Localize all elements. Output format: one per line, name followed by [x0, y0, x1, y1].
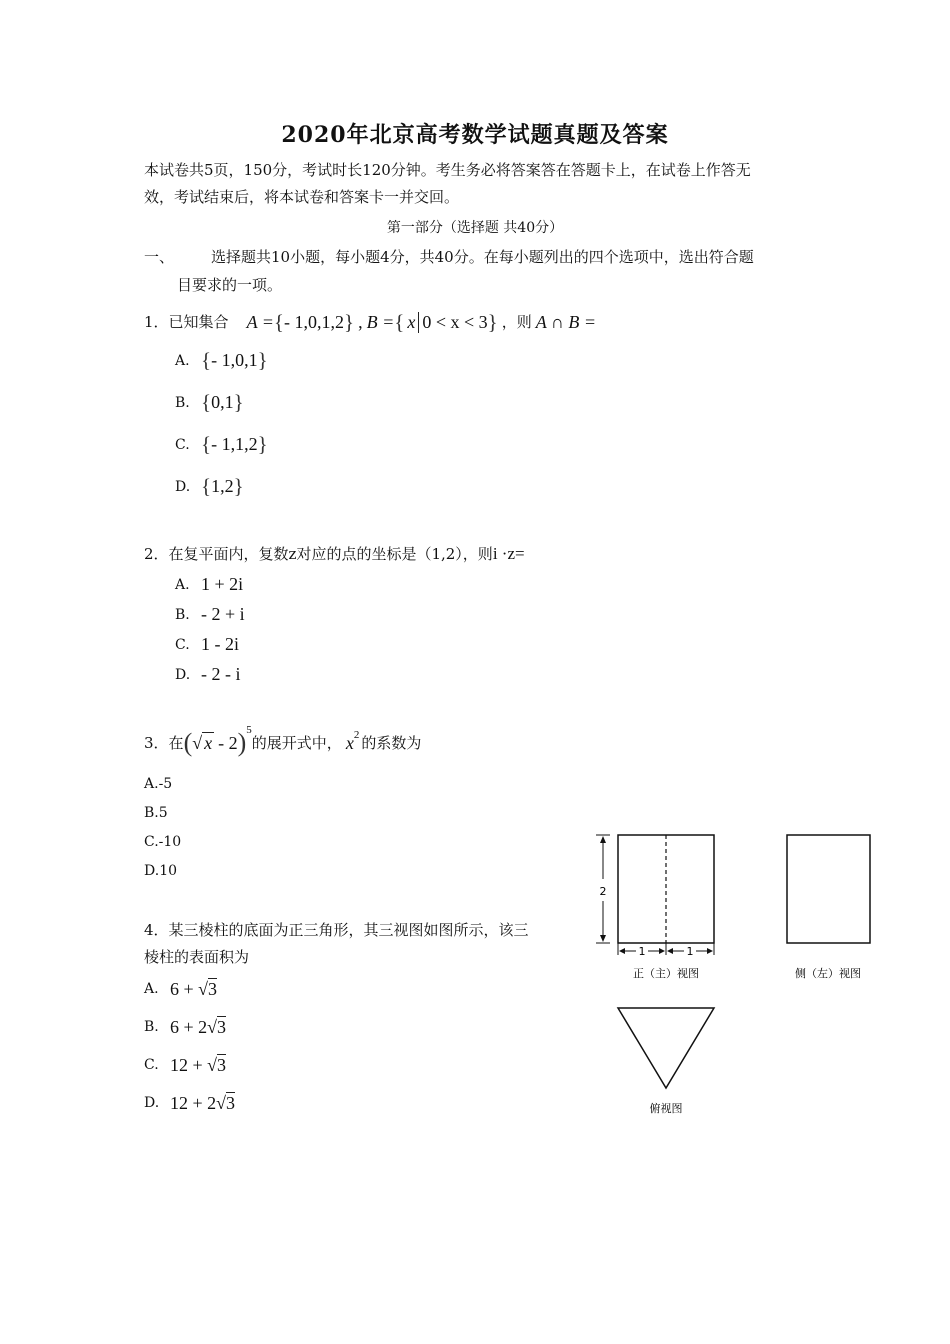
radical-icon: √: [207, 1054, 218, 1075]
option-value: 6 + 2: [170, 1016, 208, 1037]
top-view-caption: 俯视图: [649, 1102, 683, 1115]
option-value: - 2 + i: [201, 604, 245, 624]
term-exponent: 2: [353, 729, 360, 741]
term-base: x: [345, 732, 354, 753]
option-d[interactable]: [175, 664, 241, 685]
option-value: 1 - 2i: [201, 634, 239, 654]
option-value: 1 + 2i: [201, 574, 244, 594]
height-label: 2: [599, 885, 607, 898]
option-label: D.: [175, 478, 191, 495]
option-value: - 1,0,1: [211, 350, 258, 370]
arrow-left-icon: [619, 948, 625, 954]
question-ask: A ∩ B =: [535, 311, 597, 332]
part-header: 第一部分（选择题 共40分）: [386, 220, 564, 236]
option-value: - 1,1,2: [211, 434, 258, 454]
option-value: 10: [159, 863, 178, 879]
option-label: A.: [175, 576, 190, 593]
right-brace: }: [233, 390, 244, 414]
option-value: - 2 - i: [201, 664, 241, 684]
section-instruction-line-2: 目要求的一项。: [177, 276, 283, 294]
section-instruction-line-1: 选择题共10小题，每小题4分，共40分。在每小题列出的四个选项中，选出符合题: [211, 248, 754, 266]
arrow-up-icon: [600, 836, 606, 843]
right-brace: }: [233, 474, 244, 498]
side-view-caption: 侧（左）视图: [795, 967, 861, 980]
option-label: B.: [144, 805, 159, 821]
option-c[interactable]: [144, 1054, 226, 1076]
option-d[interactable]: [144, 1092, 235, 1114]
question-text: 已知集合: [168, 313, 229, 331]
option-label: A.: [144, 776, 159, 792]
question-4-line-1: [144, 920, 529, 940]
left-brace: {: [273, 309, 284, 334]
option-value: -10: [158, 834, 182, 850]
question-number: 4．: [144, 921, 169, 939]
option-label: C.: [175, 636, 190, 653]
set-b-condition: 0 < x < 3: [422, 311, 488, 332]
option-b[interactable]: [175, 390, 244, 415]
left-paren: (: [183, 728, 193, 757]
option-b[interactable]: [144, 805, 168, 821]
set-b-variable: x: [404, 312, 419, 333]
right-brace: }: [257, 348, 268, 372]
radical-icon: √: [192, 732, 203, 753]
question-3-stem: [144, 726, 421, 760]
question-number: 2．: [144, 545, 169, 563]
option-label: A.: [144, 981, 159, 997]
question-number: 3．: [144, 734, 169, 752]
question-expression: i ·z=: [492, 544, 525, 563]
option-b[interactable]: [175, 604, 245, 625]
right-brace: }: [257, 432, 268, 456]
arrow-right-icon: [707, 948, 713, 954]
left-brace: {: [394, 309, 405, 334]
front-view-caption: 正（主）视图: [633, 967, 699, 980]
option-d[interactable]: [144, 863, 177, 879]
left-brace: {: [201, 432, 212, 456]
option-c[interactable]: [144, 834, 181, 850]
radicand: 3: [226, 1093, 236, 1113]
question-2-stem: [144, 544, 525, 564]
top-view-triangle: [618, 1008, 714, 1088]
option-label: B.: [175, 606, 190, 623]
width-label-right: 1: [686, 945, 694, 958]
option-value: 12 +: [170, 1054, 208, 1075]
option-value: 5: [158, 805, 168, 821]
question-text: ，则: [501, 313, 532, 331]
option-value: 1,2: [211, 476, 234, 496]
option-a[interactable]: [175, 348, 268, 373]
comma: ,: [358, 311, 363, 332]
option-label: B.: [175, 394, 190, 411]
question-text: 的展开式中，: [251, 734, 342, 752]
question-number: 1．: [144, 313, 169, 331]
option-c[interactable]: [175, 432, 268, 457]
option-c[interactable]: [175, 634, 239, 655]
right-brace: }: [487, 309, 498, 334]
width-label-left: 1: [638, 945, 646, 958]
three-view-figure: [590, 825, 880, 1125]
intro-line-2: 效，考试结束后，将本试卷和答案卡一并交回。: [144, 188, 460, 206]
arrow-down-icon: [600, 935, 606, 942]
option-label: D.: [144, 1095, 160, 1111]
option-label: C.: [144, 1057, 159, 1073]
option-label: C.: [175, 436, 190, 453]
option-label: A.: [175, 352, 190, 369]
exponent: 5: [246, 724, 252, 736]
option-value: 12 + 2: [170, 1092, 217, 1113]
option-value: 0,1: [211, 392, 234, 412]
option-a[interactable]: [144, 776, 172, 792]
right-brace: }: [343, 309, 355, 334]
question-text: 的系数为: [361, 734, 422, 752]
left-brace: {: [201, 474, 212, 498]
option-label: D.: [175, 666, 191, 683]
option-value: 6 +: [170, 978, 199, 999]
radical-icon: √: [216, 1092, 227, 1113]
right-paren: ): [237, 728, 247, 757]
question-text: 在复平面内，复数z对应的点的坐标是（1,2），则: [168, 545, 493, 563]
radicand: 3: [208, 979, 218, 999]
set-a-lhs: A =: [246, 311, 274, 332]
option-a[interactable]: [144, 978, 217, 1000]
set-b-lhs: B =: [366, 311, 395, 332]
question-4-line-2: 棱柱的表面积为: [144, 948, 250, 966]
left-brace: {: [201, 390, 212, 414]
expression-rest: - 2: [218, 732, 238, 753]
intro-line-1: 本试卷共5页，150分，考试时长120分钟。考生务必将答案答在答题卡上，在试卷上作答无: [144, 161, 751, 179]
section-number: 一、: [144, 248, 175, 266]
option-value: -5: [158, 776, 173, 792]
radicand: 3: [217, 1017, 227, 1037]
radical-icon: √: [207, 1016, 218, 1037]
option-label: C.: [144, 834, 159, 850]
option-label: D.: [144, 863, 160, 879]
arrow-right-icon: [659, 948, 665, 954]
question-text: 某三棱柱的底面为正三角形，其三视图如图所示，该三: [168, 921, 529, 939]
question-text: 在: [168, 734, 184, 752]
sqrt-x: [192, 732, 214, 754]
radicand: x: [204, 733, 213, 753]
radicand: 3: [217, 1055, 227, 1075]
question-1-stem: [144, 306, 596, 338]
side-view-rect: [787, 835, 870, 943]
left-brace: {: [201, 348, 212, 372]
option-b[interactable]: [144, 1016, 226, 1038]
option-a[interactable]: [175, 574, 243, 595]
set-a-elements: - 1,0,1,2: [283, 311, 344, 332]
option-label: B.: [144, 1019, 159, 1035]
radical-icon: √: [198, 978, 209, 999]
option-d[interactable]: [175, 474, 244, 499]
arrow-left-icon: [667, 948, 673, 954]
page-title: 2020年北京高考数学试题真题及答案: [281, 122, 669, 148]
